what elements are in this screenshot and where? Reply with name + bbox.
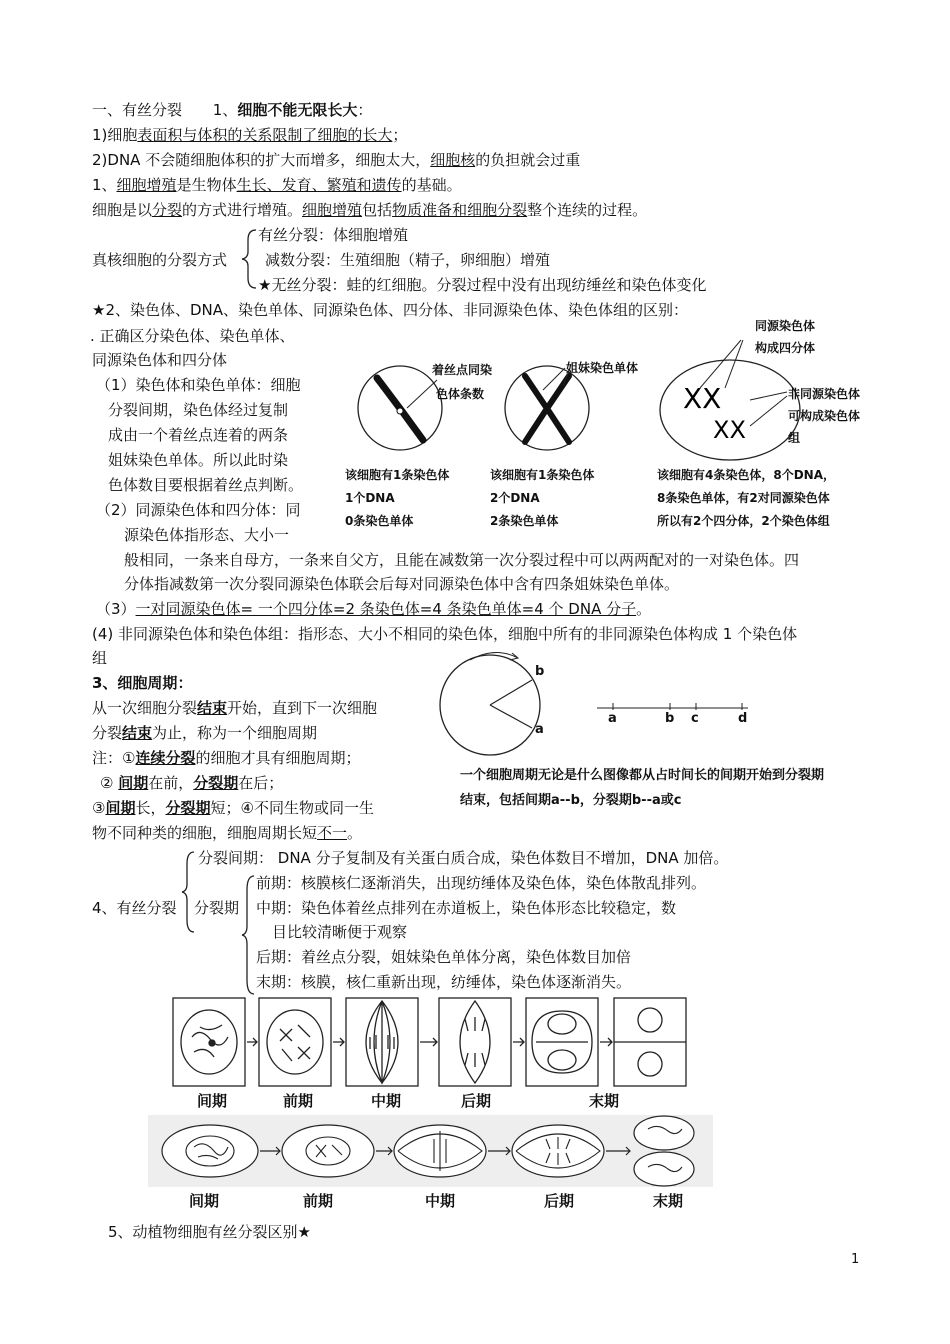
cycle-label-a: a: [535, 722, 544, 737]
stage-label: 末期: [652, 1192, 683, 1210]
text-line: 中期：染色体着丝点排列在赤道板上，染色体形态比较稳定，数: [256, 899, 677, 917]
text-line: 源染色体指形态、大小一: [124, 526, 290, 544]
text-line: 1)细胞表面积与体积的关系限制了细胞的长大；: [92, 126, 408, 144]
stage-label: 后期: [460, 1092, 491, 1110]
text-line: 分体指减数第一次分裂同源染色体联会后每对同源染色体中含有四条姐妹染色单体。: [124, 575, 680, 593]
timeline-label: c: [691, 711, 699, 726]
section-heading: ★2、染色体、DNA、染色单体、同源染色体、四分体、非同源染色体、染色体组的区别：: [92, 301, 689, 319]
figure-caption: 8条染色单体，有2对同源染色体: [657, 491, 830, 505]
brace-icon: [240, 874, 256, 996]
stage-label: 末期: [588, 1092, 619, 1110]
text-line: 减数分裂：生殖细胞（精子，卵细胞）增殖: [265, 251, 551, 269]
figure-caption: 该细胞有1条染色体: [345, 468, 450, 482]
section-heading: 一、有丝分裂: [92, 101, 183, 119]
text-line: 细胞是以分裂的方式进行增殖。细胞增殖包括物质准备和细胞分裂整个连续的过程。: [92, 201, 648, 219]
stage-label: 中期: [424, 1192, 455, 1210]
figure-label: 着丝点同染: [432, 363, 493, 377]
plant-mitosis-figure: [170, 997, 680, 1089]
text-line: 物不同种类的细胞，细胞周期长短不一。: [92, 824, 363, 842]
text-line: ★无丝分裂：蛙的红细胞。分裂过程中没有出现纺缍丝和染色体变化: [258, 276, 707, 294]
text-line: 色体数目要根据着丝点判断。: [108, 476, 304, 494]
stage-label: 后期: [543, 1192, 574, 1210]
stage-label: 间期: [188, 1192, 219, 1210]
text-line: 分裂间期： DNA 分子复制及有关蛋白质合成，染色体数目不增加，DNA 加倍。: [198, 849, 729, 867]
stage-label: 前期: [302, 1192, 333, 1210]
text-line: （2）同源染色体和四分体：同: [96, 501, 301, 519]
text-line: (4) 非同源染色体和染色体组：指形态、大小不相同的染色体，细胞中所有的非同源染色体构成 1 个染色体: [92, 625, 798, 643]
text-line: 1、细胞增殖是生物体生长、发育、繁殖和遗传的基础。: [92, 176, 462, 194]
cycle-label-b: b: [535, 664, 545, 679]
text-line: ③间期长，分裂期短；④不同生物或同一生: [92, 799, 374, 817]
brace-icon: [240, 228, 258, 290]
brace-icon: [180, 850, 196, 934]
text-line: 从一次细胞分裂结束开始，直到下一次细胞: [92, 699, 378, 717]
animal-mitosis-figure: [148, 1115, 713, 1187]
text-line: 4、有丝分裂: [92, 899, 177, 917]
text-line: 有丝分裂：体细胞增殖: [258, 226, 409, 244]
text-line: ② 间期在前，分裂期在后；: [100, 774, 284, 792]
figure-caption: 结束，包括间期a--b，分裂期b--a或c: [460, 793, 682, 808]
section-heading: 5、动植物细胞有丝分裂区别★: [108, 1223, 311, 1241]
figure-label: 可构成染色体: [788, 409, 861, 423]
timeline-label: a: [608, 711, 617, 726]
text-line: 同源染色体和四分体: [92, 351, 228, 369]
text-line: 分裂结束为止，称为一个细胞周期: [92, 724, 318, 742]
section-heading: 3、细胞周期：: [92, 674, 193, 692]
text-line: 目比较清晰便于观察: [272, 923, 408, 941]
text-line: 分裂间期，染色体经过复制: [108, 401, 289, 419]
figure-caption: 0条染色单体: [345, 514, 414, 528]
text-line: 末期：核膜，核仁重新出现，纺缍体，染色体逐渐消失。: [256, 973, 632, 991]
cell-cycle-figure: [440, 648, 770, 768]
stage-label: 前期: [282, 1092, 313, 1110]
text-line: 成由一个着丝点连着的两条: [108, 426, 289, 444]
text-line: . 正确区分染色体、染色单体、: [90, 327, 295, 345]
text-line: 真核细胞的分裂方式: [92, 251, 228, 269]
figure-caption: 1个DNA: [345, 491, 395, 505]
text-line: 后期：着丝点分裂，姐妹染色单体分离，染色体数目加倍: [256, 948, 632, 966]
figure-caption: 2条染色单体: [490, 514, 559, 528]
text-line: 姐妹染色单体。所以此时染: [108, 451, 289, 469]
text-line: 分裂期: [194, 899, 240, 917]
timeline-label: b: [665, 711, 675, 726]
timeline-label: d: [738, 711, 748, 726]
figure-caption: 一个细胞周期无论是什么图像都从占时间长的间期开始到分裂期: [460, 768, 825, 783]
figure-label: 色体条数: [436, 387, 485, 401]
text-line: （1）染色体和染色单体：细胞: [96, 376, 301, 394]
page-number: 1: [851, 1252, 860, 1267]
figure-label: 非同源染色体: [788, 387, 861, 401]
stage-label: 中期: [370, 1092, 401, 1110]
figure-label: 组: [788, 431, 801, 445]
figure-label: 构成四分体: [755, 341, 816, 355]
svg-text:XX: XX: [713, 416, 746, 444]
text-line: 注：①连续分裂的细胞才具有细胞周期；: [92, 749, 361, 767]
svg-text:XX: XX: [683, 382, 722, 415]
text-line: 前期：核膜核仁逐渐消失，出现纺缍体及染色体，染色体散乱排列。: [256, 874, 707, 892]
figure-label: 姐妹染色单体: [566, 361, 639, 375]
figure-caption: 该细胞有4条染色体，8个DNA，: [657, 468, 835, 482]
figure-label: 同源染色体: [755, 319, 816, 333]
figure-caption: 所以有2个四分体，2个染色体组: [657, 514, 830, 528]
text-line: （3）一对同源染色体= 一个四分体=2 条染色体=4 条染色单体=4 个 DNA 分子。: [96, 600, 652, 618]
text-line: 组: [92, 649, 108, 667]
figure-caption: 该细胞有1条染色体: [490, 468, 595, 482]
figure-caption: 2个DNA: [490, 491, 540, 505]
stage-label: 间期: [196, 1092, 227, 1110]
text-line: 2)DNA 不会随细胞体积的扩大而增多，细胞太大，细胞核的负担就会过重: [92, 151, 581, 169]
text-line: 般相同，一条来自母方，一条来自父方，且能在减数第一次分裂过程中可以两两配对的一对染色体。四: [124, 551, 800, 569]
